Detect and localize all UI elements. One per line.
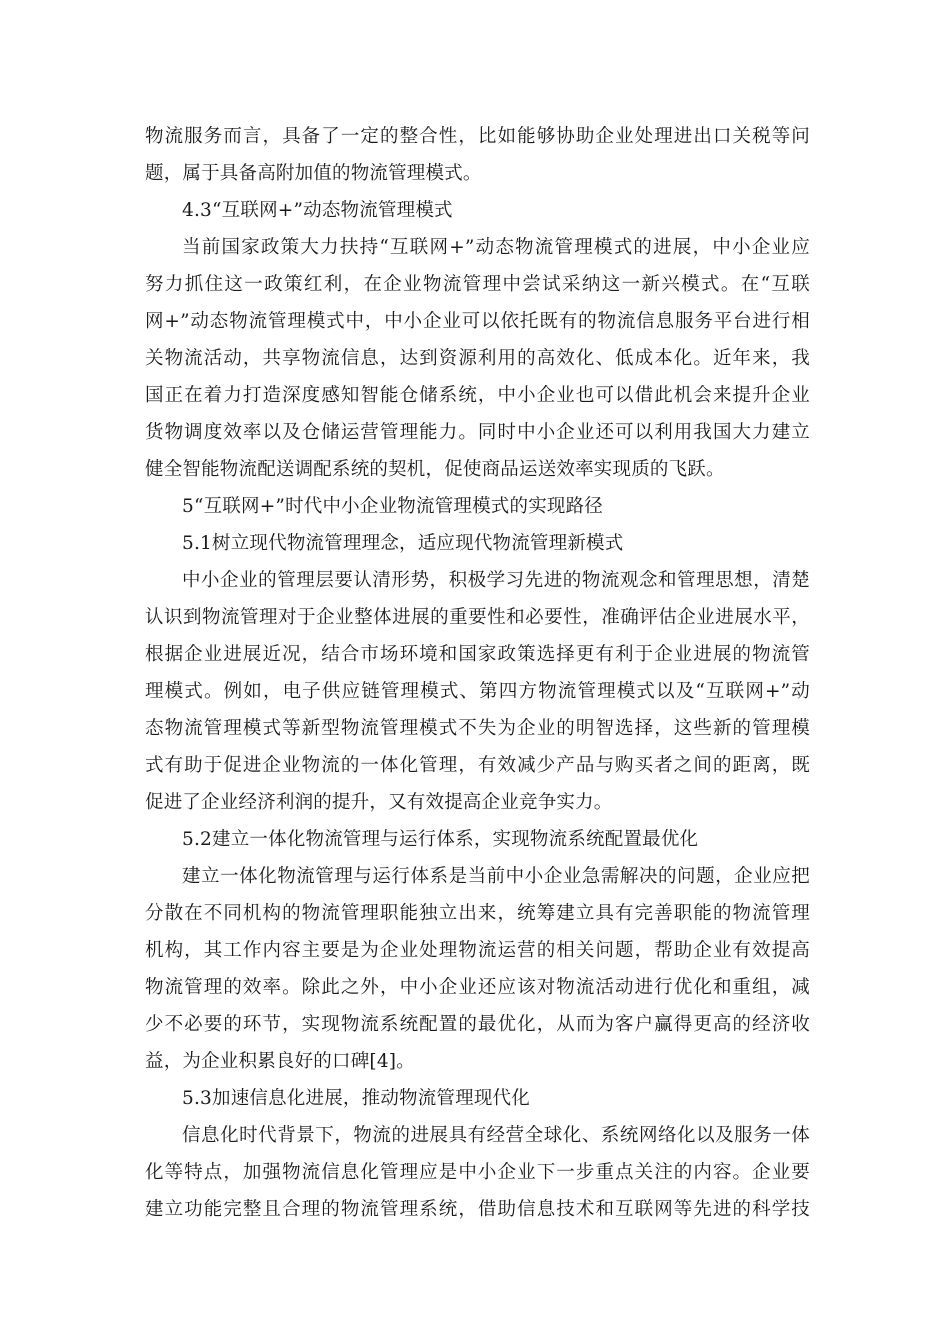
text-line: 式有助于促进企业物流的一体化管理，有效减少产品与购买者之间的距离，既 — [145, 755, 810, 776]
text-line: 网+”动态物流管理模式中，中小企业可以依托既有的物流信息服务平台进行相 — [145, 311, 810, 332]
text-line: 建立功能完整且合理的物流管理系统，借助信息技术和互联网等先进的科学技 — [145, 1199, 810, 1220]
text-line: 认识到物流管理对于企业整体进展的重要性和必要性，准确评估企业进展水平， — [145, 607, 810, 628]
text-line: 5.1树立现代物流管理理念，适应现代物流管理新模式 — [182, 533, 624, 554]
text-line: 信息化时代背景下，物流的进展具有经营全球化、系统网络化以及服务一体 — [182, 1125, 810, 1146]
text-line: 国正在着力打造深度感知智能仓储系统，中小企业也可以借此机会来提升企业 — [145, 385, 810, 406]
text-line: 5“互联网+”时代中小企业物流管理模式的实现路径 — [182, 496, 603, 517]
text-line: 物流管理的效率。除此之外，中小企业还应该对物流活动进行优化和重组，减 — [145, 977, 810, 998]
text-line: 益，为企业积累良好的口碑[4]。 — [145, 1051, 415, 1072]
text-line: 关物流活动，共享物流信息，达到资源利用的高效化、低成本化。近年来，我 — [145, 348, 810, 369]
text-line: 4.3“互联网+”动态物流管理模式 — [182, 200, 453, 221]
text-line: 当前国家政策大力扶持“互联网+”动态物流管理模式的进展，中小企业应 — [182, 237, 810, 258]
text-line: 健全智能物流配送调配系统的契机，促使商品运送效率实现质的飞跃。 — [145, 459, 725, 480]
text-line: 货物调度效率以及仓储运营管理能力。同时中小企业还可以利用我国大力建立 — [145, 422, 810, 443]
text-line: 化等特点，加强物流信息化管理应是中小企业下一步重点关注的内容。企业要 — [145, 1162, 810, 1183]
body-text — [145, 118, 810, 1228]
text-line: 物流服务而言，具备了一定的整合性，比如能够协助企业处理进出口关税等问 — [145, 126, 810, 147]
text-line: 努力抓住这一政策红利，在企业物流管理中尝试采纳这一新兴模式。在“互联 — [145, 274, 810, 295]
text-line: 根据企业进展近况，结合市场环境和国家政策选择更有利于企业进展的物流管 — [145, 644, 810, 665]
text-line: 题，属于具备高附加值的物流管理模式。 — [145, 163, 482, 184]
text-line: 理模式。例如，电子供应链管理模式、第四方物流管理模式以及“互联网+”动 — [145, 681, 810, 702]
text-line: 分散在不同机构的物流管理职能独立出来，统筹建立具有完善职能的物流管理 — [145, 903, 810, 924]
text-line: 中小企业的管理层要认清形势，积极学习先进的物流观念和管理思想，清楚 — [182, 570, 810, 591]
text-line: 建立一体化物流管理与运行体系是当前中小企业急需解决的问题，企业应把 — [182, 866, 810, 887]
text-line: 态物流管理模式等新型物流管理模式不失为企业的明智选择，这些新的管理模 — [145, 718, 810, 739]
text-line: 少不必要的环节，实现物流系统配置的最优化，从而为客户赢得更高的经济收 — [145, 1014, 810, 1035]
text-line: 5.2建立一体化物流管理与运行体系，实现物流系统配置最优化 — [182, 829, 699, 850]
text-line: 机构，其工作内容主要是为企业处理物流运营的相关问题，帮助企业有效提高 — [145, 940, 810, 961]
text-line: 5.3加速信息化进展，推动物流管理现代化 — [182, 1088, 530, 1109]
text-line: 促进了企业经济利润的提升，又有效提高企业竞争实力。 — [145, 792, 613, 813]
